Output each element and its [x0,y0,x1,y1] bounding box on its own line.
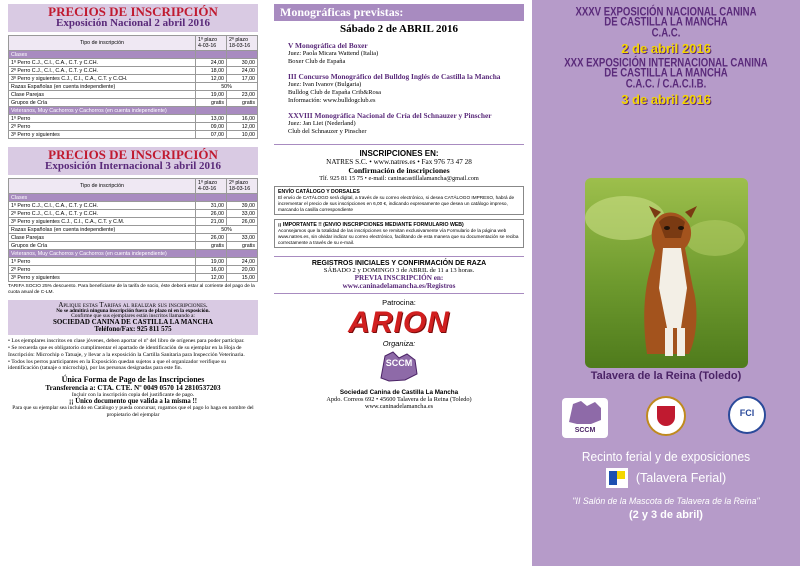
venue-block [532,449,800,521]
table-row [9,218,258,226]
row-value: 26,00 [196,234,227,242]
nat-prices-header [8,4,258,32]
title-line-4: XXX EXPOSICIÓN INTERNACIONAL CANINA [564,56,768,71]
row-value: 13,00 [196,115,227,123]
table-row [9,107,258,115]
row-value [227,250,258,258]
cover-panel [532,0,800,566]
important-box [274,219,524,248]
sccm-text: SCCM [385,357,413,368]
confirm-line: Tlf. 925 81 15 75 • e-mail: caninacastillalamancha@gmail.com [319,175,479,182]
tarifa-note: TARIFA SOCIO 25% descuento. Para beneficiarse de la tarifa de socio, éste deberá estar al corriente del pago de la cuota anual de C-LM. [8,284,255,295]
monograph-title: III Concurso Monográfico del Bulldog Inglés de Castilla la Mancha [288,72,501,81]
confirm-title: Confirmación de inscripciones [348,166,450,175]
row-label: 1º Perro C.J., C.I., C.A., C.T. y C.CH. [9,202,196,210]
row-label: Clase Parejas [9,91,196,99]
monographs-list [274,41,524,136]
monograph-line: Juez: Ivan Ivanov (Bulgaria) [288,81,362,88]
envio-text: El envío de CATÁLOGO será digital, a través de su correo electrónico, si desea CATÁLOGO IMPRESO, habrá de incrementar el precio de sus inscripciones en 6,00 €, indicando expresamente que desea un catálogo impreso, marcando la casilla correspondiente [278,195,515,212]
table-header [9,36,258,51]
organizer-label: Organiza: [382,338,416,348]
rsce-seal-icon [646,396,686,436]
salon-name: "II Salón de la Mascota de Talavera de la Reina" [572,496,760,507]
sccm-logo [375,348,423,384]
table-row [9,123,258,131]
monograph-line: Boxer Club de España [288,58,346,65]
monographs-title: Monográficas previstas: [274,4,524,21]
title-line-6: C.A.C. / C.A.C.I.B. [625,77,707,92]
important-title: ¡¡ IMPORTANTE !! (ENVIO INSCRIPCIONES MEDIANTE FORMULARIO WEB) [278,222,464,229]
row-label: 3º Perro y siguientes C.J., C.I., C.A., C.T. y C.CH. [9,75,196,83]
nat-prices-title: PRECIOS DE INSCRIPCIÓN [48,4,218,19]
table-row [9,51,258,59]
row-value: 17,00 [227,75,258,83]
row-label: Veteranos, Muy Cachorros y Cachorros (en cuenta independiente) [9,250,196,258]
payment-block [8,375,258,418]
apply-line-1: Aplique estas Tarifas al realizar sus inscripciones. [58,300,208,309]
city-label: Talavera de la Reina (Toledo) [590,370,742,382]
apply-box [8,300,258,336]
venue-line-2-row [532,468,800,488]
monographs-date: Sábado 2 de ABRIL 2016 [340,23,458,35]
important-text: Aconsejamos que la totalidad de las inscripciones se remitan exclusivamente vía Formulario de la página web www.natres.es, sin olvidar indicar su correo electrónico, facilitando de esta manera que su documentación se reciba correctamente a través de su e-mail. [278,228,519,245]
venue-line-2: (Talavera Ferial) [635,471,727,485]
payment-note-3: Para que su ejemplar sea incluido en Catálogo y pueda concursar, rogamos que el pago lo haga en nombre del propietario del ejemplar [12,405,254,418]
row-label: 1º Perro [9,258,196,266]
inscriptions-title: INSCRIPCIONES EN: [359,149,439,158]
sccm-map-icon [565,398,605,426]
row-value: 19,00 [196,258,227,266]
col-tipo: Tipo de inscripción [9,36,196,51]
table-row [9,91,258,99]
row-value: 24,00 [227,67,258,75]
envio-title: ENVÍO CATÁLOGO Y DORSALES [278,189,360,195]
apply-line-3: Confirme que sus ejemplares están inscritos llamando a: [71,312,195,319]
row-value: 09,00 [196,123,227,131]
title-line-2: DE CASTILLA LA MANCHA [604,15,728,30]
society-phone: Teléfono/Fax: 925 811 575 [94,325,172,334]
previa-title: PREVIA INSCRIPCIÓN en: [354,274,444,283]
int-prices-header [8,147,258,175]
list-item: • Los ejemplares inscritos en clase jóvenes, deben aportar el nº del libro de orígenes para poder participar. [8,338,245,345]
row-value: 33,00 [227,210,258,218]
row-value: 26,00 [227,218,258,226]
col-tipo: Tipo de inscripción [9,179,196,194]
row-value: 07,00 [196,131,227,139]
monograph-title: V Monográfica del Boxer [288,41,368,50]
title-line-3: C.A.C. [651,26,681,40]
row-label: Razas Españolas (en cuenta independiente) [9,83,196,91]
org-web: www.caninadelamancha.es [364,402,434,410]
payment-title: Única Forma de Pago de las Inscripciones [61,375,205,385]
table-row [9,266,258,274]
row-label: Razas Españolas (en cuenta independiente) [9,226,196,234]
payment-note-1: Incluir con la inscripción copia del justificante de pago. [71,392,195,399]
row-value: 16,00 [196,266,227,274]
date-1: 2 de abril 2016 [621,41,711,57]
row-label: 1º Perro [9,115,196,123]
title-line-1: XXXV EXPOSICIÓN NACIONAL CANINA [575,5,757,20]
registros-line: SÁBADO 2 y DOMINGO 3 de ABRIL de 11 a 13 horas. [323,267,475,275]
row-value: 30,00 [227,59,258,67]
boxer-photo [585,178,748,368]
org-address: Apdo. Correos 692 • 45600 Talavera de la Reina (Toledo) [326,395,472,403]
row-label: 3º Perro y siguientes [9,131,196,139]
list-item: • Se recuerda que es obligatorio cumplimentar el apartado de identificación de su ejemplar en la Hoja de Inscripción: Microchip o Tatuaje, y llevar a la exposición la Cartilla Sanitaria para Inspección Veterinaria. [8,345,245,358]
row-label: 1º Perro C.J., C.I., C.A., C.T. y C.CH. [9,59,196,67]
col-plazo-1: 1º plazo 4-03-16 [196,36,227,51]
table-row [9,202,258,210]
table-row [9,131,258,139]
row-value: 31,00 [196,202,227,210]
monograph-item [288,72,524,105]
boxer-dog-icon [585,178,748,368]
monograph-line: Club del Schnauzer y Pinscher [288,128,367,135]
salon-dates: (2 y 3 de abril) [629,509,703,521]
monograph-line: Juez: Jan Liet (Nederland) [288,120,356,127]
venue-line-1: Recinto ferial y de exposiciones [581,449,751,464]
row-value: gratis [227,99,258,107]
registros-title: REGISTROS INICIALES Y CONFIRMACIÓN DE RAZA [311,260,487,268]
row-value: 39,00 [227,202,258,210]
row-value: 15,00 [227,274,258,282]
table-row [9,242,258,250]
row-value: 12,00 [227,123,258,131]
row-value: 20,00 [227,266,258,274]
int-prices-title: PRECIOS DE INSCRIPCIÓN [48,147,218,162]
row-value: 50% [196,83,258,91]
list-item: • Todos los perros participantes en la Exposición quedan sujetos a que el organizador verifique su identificación (tatuaje o microchip), por las personas designadas para este fin. [8,358,227,372]
row-label: Clases [9,194,196,202]
row-value: 26,00 [196,210,227,218]
info-panel [266,0,532,566]
sponsor-label: Patrocina: [382,298,416,308]
sponsor-block [274,298,524,410]
org-name: Sociedad Canina de Castilla La Mancha [339,388,459,396]
row-label: Grupos de Cría [9,99,196,107]
row-value: 21,00 [196,218,227,226]
table-row [9,258,258,266]
row-value: 50% [196,226,258,234]
table-row [9,234,258,242]
table-header [9,179,258,194]
cover-titles [532,0,800,107]
monograph-title: XXVIII Monográfica Nacional de Cría del Schnauzer y Pinscher [288,111,492,120]
nat-prices-rows [9,51,258,139]
sccm-badge [562,398,608,438]
row-value: gratis [227,242,258,250]
row-label: Clase Parejas [9,234,196,242]
sccm-badge-text: SCCM [574,427,596,434]
table-row [9,274,258,282]
payment-account: Transferencia a: CTA. CTE. Nº 0049 0570 14 2810537203 [45,384,221,393]
fci-globe-icon [728,396,766,434]
row-label: 2º Perro C.J., C.I., C.A., C.T. y C.CH. [9,67,196,75]
monograph-item [288,41,524,66]
row-value: 18,00 [196,67,227,75]
row-label: 2º Perro [9,123,196,131]
monograph-line: Juez: Paola Micara Wattend (Italia) [288,50,379,57]
row-label: 2º Perro [9,266,196,274]
row-value: 12,00 [196,274,227,282]
date-2: 3 de abril 2016 [621,92,711,108]
monograph-line: Información: www.bulldogclub.es [288,97,376,104]
inscriptions-line: NATRES S.C. • www.natres.es • Fax 976 73 47 28 [326,158,472,166]
row-label: 3º Perro y siguientes C.J., C.I., C.A., C.T. y C.M. [9,218,196,226]
inscriptions-block [274,144,524,182]
row-value [196,194,227,202]
apply-line-2: No se admitirá ninguna inscripción fuera de plazo ni en la exposición. [56,307,210,314]
nat-prices-subtitle: Exposición Nacional 2 abril 2016 [55,17,211,29]
row-value: 19,00 [196,91,227,99]
row-value: 16,00 [227,115,258,123]
row-value: 24,00 [227,258,258,266]
row-value: 23,00 [227,91,258,99]
col-plazo-2: 2º plazo 18-03-16 [227,36,258,51]
monograph-item [288,111,524,136]
row-value: 10,00 [227,131,258,139]
row-value [227,51,258,59]
fci-text: FCI [739,408,755,418]
row-value [196,107,227,115]
row-value: gratis [196,242,227,250]
int-prices-table [8,178,258,282]
col-plazo-1: 1º plazo 4-03-16 [196,179,227,194]
row-value [196,51,227,59]
row-value [227,194,258,202]
table-row [9,250,258,258]
prices-panel [0,0,266,566]
table-row [9,99,258,107]
talavera-ferial-logo-icon [606,468,628,488]
table-row [9,59,258,67]
int-prices-subtitle: Exposición Internacional 3 abril 2016 [44,160,222,172]
row-value: 33,00 [227,234,258,242]
rules-list [8,338,258,372]
title-line-5: DE CASTILLA LA MANCHA [604,66,728,81]
table-row [9,115,258,123]
row-label: 2º Perro C.J., C.I., C.A., C.T. y C.CH. [9,210,196,218]
row-value: gratis [196,99,227,107]
table-row [9,210,258,218]
previa-url: www.caninadelamancha.es/Registros [342,282,456,291]
row-value [196,250,227,258]
society-name: SOCIEDAD CANINA DE CASTILLA LA MANCHA [52,318,214,327]
monograph-line: Bulldog Club de España Crib&Rosa [288,89,382,96]
table-row [9,226,258,234]
row-label: Grupos de Cría [9,242,196,250]
nat-prices-table [8,35,258,139]
row-value: 12,00 [196,75,227,83]
registros-block [274,256,524,294]
payment-note-2: ¡¡ Único documento que valida a la misma !! [68,398,197,406]
arion-logo: ARION [348,306,450,340]
col-plazo-2: 2º plazo 18-03-16 [227,179,258,194]
table-row [9,75,258,83]
table-row [9,67,258,75]
logo-row [562,394,772,442]
row-value: 24,00 [196,59,227,67]
row-value [227,107,258,115]
table-row [9,83,258,91]
row-label: Clases [9,51,196,59]
row-label: 3º Perro y siguientes [9,274,196,282]
table-row [9,194,258,202]
int-prices-rows [9,194,258,282]
envio-box [274,186,524,215]
row-label: Veteranos, Muy Cachorros y Cachorros (en cuenta independiente) [9,107,196,115]
